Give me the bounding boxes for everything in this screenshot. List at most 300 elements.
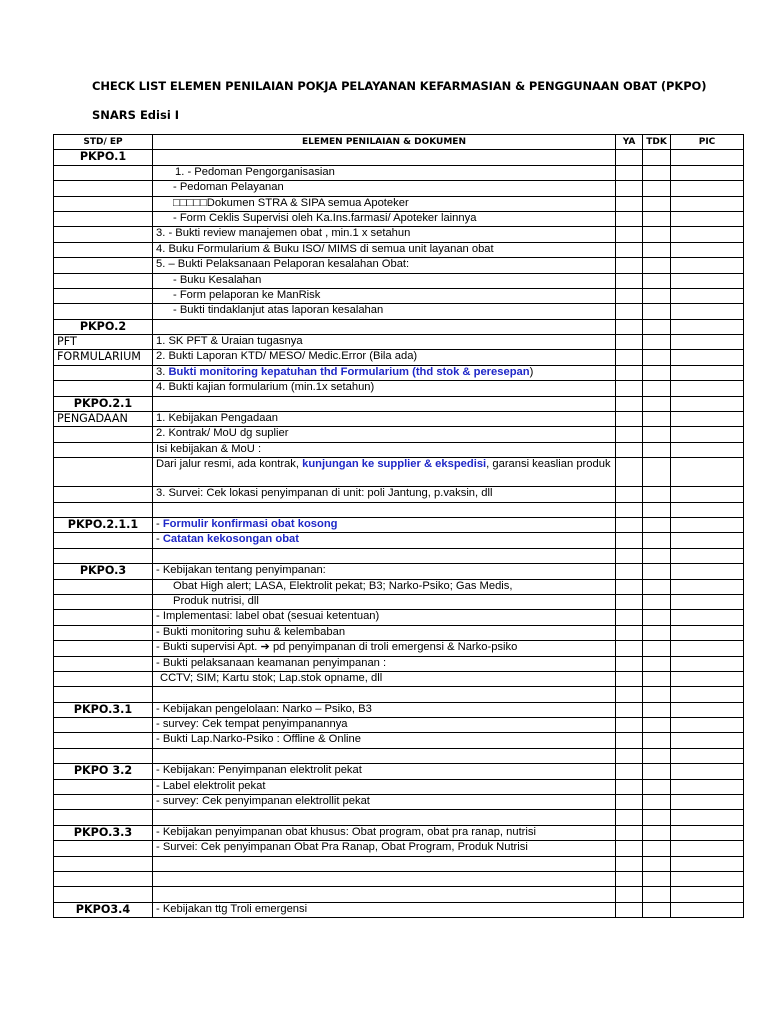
tdk-cell [643,427,671,442]
pic-cell [671,150,744,165]
table-row [54,288,744,303]
std-cell [54,458,153,487]
pic-cell [671,458,744,487]
ya-cell [616,365,643,380]
element-cell: Obat High alert; LASA, Elektrolit pekat; B3; Narko-Psiko; Gas Medis, [153,579,616,594]
pic-cell [671,304,744,319]
tdk-cell [643,548,671,563]
element-cell: 3. Survei: Cek lokasi penyimpanan di unit: poli Jantung, p.vaksin, dll [153,487,616,502]
table-row [54,748,744,763]
std-cell [54,718,153,733]
ya-cell [616,548,643,563]
std-cell [54,733,153,748]
ya-cell [616,458,643,487]
pic-cell [671,442,744,457]
pic-cell [671,841,744,856]
pic-cell [671,656,744,671]
table-row [54,181,744,196]
tdk-cell [643,181,671,196]
column-header-pic: PIC [671,135,744,150]
std-cell: PKPO.2.1.1 [54,517,153,532]
element-cell: - Kebijakan: Penyimpanan elektrolit pekat [153,764,616,779]
ya-cell [616,671,643,686]
document-title: CHECK LIST ELEMEN PENILAIAN POKJA PELAYANAN KEFARMASIAN & PENGGUNAAN OBAT (PKPO) [92,79,707,93]
element-cell: - Kebijakan tentang penyimpanan: [153,564,616,579]
tdk-cell [643,671,671,686]
pic-cell [671,273,744,288]
ya-cell [616,779,643,794]
std-cell [54,273,153,288]
tdk-cell [643,412,671,427]
table-row [54,687,744,702]
std-cell: PKPO.3.3 [54,825,153,840]
element-cell: Isi kebijakan & MoU : [153,442,616,457]
ya-cell [616,579,643,594]
tdk-cell [643,396,671,411]
pic-cell [671,579,744,594]
table-row [54,273,744,288]
element-cell: - Kebijakan penyimpanan obat khusus: Obat program, obat pra ranap, nutrisi [153,825,616,840]
element-cell: - Kebijakan ttg Troli emergensi [153,902,616,917]
element-text-prefix: - [156,533,163,546]
table-row [54,335,744,350]
tdk-cell [643,579,671,594]
ya-cell [616,533,643,548]
pic-cell [671,227,744,242]
table-row [54,641,744,656]
std-cell [54,365,153,380]
ya-cell [616,687,643,702]
std-cell: PKPO.3.1 [54,702,153,717]
std-cell [54,856,153,871]
table-row [54,871,744,886]
table-row [54,304,744,319]
tdk-cell [643,458,671,487]
std-cell [54,610,153,625]
tdk-cell [643,487,671,502]
element-cell: - Bukti pelaksanaan keamanan penyimpanan : [153,656,616,671]
pic-cell [671,779,744,794]
pic-cell [671,795,744,810]
element-cell: Produk nutrisi, dll [153,594,616,609]
element-cell [153,548,616,563]
element-text-prefix: Dari jalur resmi, ada kontrak, [156,458,303,471]
std-cell [54,165,153,180]
pic-cell [671,288,744,303]
pic-cell [671,335,744,350]
table-row [54,671,744,686]
std-cell [54,841,153,856]
element-cell: 5. – Bukti Pelaksanaan Pelaporan kesalahan Obat: [153,258,616,273]
table-row [54,579,744,594]
tdk-cell [643,841,671,856]
pic-cell [671,350,744,365]
tdk-cell [643,350,671,365]
ya-cell [616,564,643,579]
element-cell: - Buku Kesalahan [153,273,616,288]
std-cell: PFT [54,335,153,350]
element-cell: 2. Bukti Laporan KTD/ MESO/ Medic.Error (Bila ada) [153,350,616,365]
std-cell [54,810,153,825]
tdk-cell [643,887,671,902]
table-row [54,825,744,840]
std-cell: PKPO.1 [54,150,153,165]
std-cell [54,779,153,794]
pic-cell [671,871,744,886]
table-row [54,533,744,548]
ya-cell [616,502,643,517]
element-text-highlight: Catatan kekosongan obat [162,533,299,546]
element-cell: - Survei: Cek penyimpanan Obat Pra Ranap, Obat Program, Produk Nutrisi [153,841,616,856]
std-cell [54,502,153,517]
element-cell [153,856,616,871]
table-row [54,319,744,334]
std-cell [54,211,153,226]
tdk-cell [643,442,671,457]
pic-cell [671,610,744,625]
checklist-table [53,134,744,918]
std-cell [54,427,153,442]
std-cell [54,304,153,319]
table-row [54,795,744,810]
table-row [54,442,744,457]
element-cell: 1. SK PFT & Uraian tugasnya [153,335,616,350]
pic-cell [671,856,744,871]
std-cell [54,687,153,702]
tdk-cell [643,718,671,733]
std-cell [54,748,153,763]
ya-cell [616,594,643,609]
element-cell: - Bukti monitoring suhu & kelembaban [153,625,616,640]
ya-cell [616,319,643,334]
table-row [54,764,744,779]
tdk-cell [643,856,671,871]
std-cell [54,487,153,502]
ya-cell [616,304,643,319]
tdk-cell [643,335,671,350]
element-cell [153,502,616,517]
std-cell [54,548,153,563]
tdk-cell [643,273,671,288]
tdk-cell [643,764,671,779]
element-text-prefix: 3. [156,365,169,378]
tdk-cell [643,902,671,917]
ya-cell [616,412,643,427]
element-cell [153,810,616,825]
element-cell: - Kebijakan pengelolaan: Narko – Psiko, B3 [153,702,616,717]
pic-cell [671,412,744,427]
pic-cell [671,810,744,825]
element-cell: - survey: Cek penyimpanan elektrollit pekat [153,795,616,810]
table-row [54,887,744,902]
element-text-prefix: - [156,517,163,530]
tdk-cell [643,165,671,180]
pic-cell [671,825,744,840]
ya-cell [616,718,643,733]
tdk-cell [643,594,671,609]
std-cell: PKPO 3.2 [54,764,153,779]
table-row [54,564,744,579]
table-row [54,458,744,487]
std-cell [54,656,153,671]
pic-cell [671,427,744,442]
ya-cell [616,641,643,656]
table-row [54,718,744,733]
table-row [54,517,744,532]
element-text-highlight: Formulir konfirmasi obat kosong [162,517,338,530]
column-header-ya: YA [616,135,643,150]
ya-cell [616,427,643,442]
tdk-cell [643,641,671,656]
document-subtitle: SNARS Edisi I [92,108,180,122]
std-cell [54,242,153,257]
std-cell [54,181,153,196]
pic-cell [671,517,744,532]
element-cell: - Form Ceklis Supervisi oleh Ka.Ins.farmasi/ Apoteker lainnya [153,211,616,226]
ya-cell [616,887,643,902]
ya-cell [616,517,643,532]
element-cell [153,458,616,487]
tdk-cell [643,196,671,211]
tdk-cell [643,625,671,640]
table-row [54,810,744,825]
std-cell: PKPO.2 [54,319,153,334]
pic-cell [671,165,744,180]
pic-cell [671,594,744,609]
ya-cell [616,702,643,717]
table-row [54,548,744,563]
pic-cell [671,533,744,548]
element-text-suffix: , garansi keaslian produk [486,458,611,471]
table-row [54,856,744,871]
tdk-cell [643,810,671,825]
tdk-cell [643,365,671,380]
ya-cell [616,196,643,211]
ya-cell [616,242,643,257]
table-row [54,610,744,625]
ya-cell [616,487,643,502]
pic-cell [671,242,744,257]
element-cell [153,365,616,380]
table-row [54,625,744,640]
table-row [54,211,744,226]
element-cell: 3. - Bukti review manajemen obat , min.1 x setahun [153,227,616,242]
pic-cell [671,902,744,917]
tdk-cell [643,319,671,334]
element-cell: - Bukti tindaklanjut atas laporan kesalahan [153,304,616,319]
element-cell [153,748,616,763]
table-row [54,487,744,502]
table-row [54,594,744,609]
element-cell [153,871,616,886]
element-cell [153,533,616,548]
pic-cell [671,381,744,396]
std-cell [54,288,153,303]
std-cell: PKPO3.4 [54,902,153,917]
tdk-cell [643,656,671,671]
pic-cell [671,764,744,779]
ya-cell [616,381,643,396]
std-cell [54,671,153,686]
table-row [54,779,744,794]
table-row [54,381,744,396]
ya-cell [616,795,643,810]
table-row [54,841,744,856]
ya-cell [616,150,643,165]
element-cell: - Bukti supervisi Apt. ➔ pd penyimpanan di troli emergensi & Narko-psiko [153,641,616,656]
table-row [54,365,744,380]
pic-cell [671,641,744,656]
column-header-tdk: TDK [643,135,671,150]
element-text-suffix: ) [529,365,534,378]
std-cell [54,258,153,273]
element-cell: - Bukti Lap.Narko-Psiko : Offline & Online [153,733,616,748]
pic-cell [671,258,744,273]
element-text-highlight: Bukti monitoring kepatuhan thd Formularium (thd stok & peresepan [168,365,530,378]
table-row [54,350,744,365]
tdk-cell [643,533,671,548]
ya-cell [616,656,643,671]
ya-cell [616,288,643,303]
ya-cell [616,610,643,625]
tdk-cell [643,227,671,242]
std-cell [54,871,153,886]
element-cell: CCTV; SIM; Kartu stok; Lap.stok opname, dll [153,671,616,686]
tdk-cell [643,381,671,396]
pic-cell [671,887,744,902]
ya-cell [616,335,643,350]
pic-cell [671,548,744,563]
element-cell: 4. Buku Formularium & Buku ISO/ MIMS di semua unit layanan obat [153,242,616,257]
element-cell [153,319,616,334]
ya-cell [616,810,643,825]
std-cell: PKPO.2.1 [54,396,153,411]
tdk-cell [643,702,671,717]
ya-cell [616,258,643,273]
table-row [54,150,744,165]
element-cell: - Label elektrolit pekat [153,779,616,794]
element-cell: - survey: Cek tempat penyimpanannya [153,718,616,733]
table-row [54,196,744,211]
tdk-cell [643,242,671,257]
table-row [54,396,744,411]
table-row [54,242,744,257]
ya-cell [616,625,643,640]
element-cell: - Implementasi: label obat (sesuai ketentuan) [153,610,616,625]
tdk-cell [643,211,671,226]
ya-cell [616,181,643,196]
ya-cell [616,396,643,411]
std-cell [54,533,153,548]
element-cell: 2. Kontrak/ MoU dg suplier [153,427,616,442]
ya-cell [616,841,643,856]
std-cell [54,381,153,396]
pic-cell [671,687,744,702]
std-cell: PKPO.3 [54,564,153,579]
pic-cell [671,671,744,686]
pic-cell [671,502,744,517]
std-cell [54,594,153,609]
element-cell: 1. Kebijakan Pengadaan [153,412,616,427]
element-cell [153,396,616,411]
ya-cell [616,748,643,763]
ya-cell [616,165,643,180]
pic-cell [671,625,744,640]
element-cell [153,687,616,702]
table-row [54,427,744,442]
tdk-cell [643,687,671,702]
table-row [54,902,744,917]
table-row [54,258,744,273]
std-cell [54,641,153,656]
std-cell [54,795,153,810]
tdk-cell [643,825,671,840]
std-cell [54,442,153,457]
pic-cell [671,748,744,763]
std-cell [54,196,153,211]
pic-cell [671,718,744,733]
ya-cell [616,856,643,871]
pic-cell [671,702,744,717]
tdk-cell [643,871,671,886]
table-row [54,165,744,180]
std-cell [54,579,153,594]
table-row [54,227,744,242]
tdk-cell [643,502,671,517]
table-row [54,656,744,671]
element-cell: 1. - Pedoman Pengorganisasian [153,165,616,180]
pic-cell [671,564,744,579]
element-text-highlight: kunjungan ke supplier & ekspedisi [302,458,487,471]
pic-cell [671,211,744,226]
std-cell: PENGADAAN [54,412,153,427]
ya-cell [616,273,643,288]
ya-cell [616,227,643,242]
tdk-cell [643,610,671,625]
table-row [54,733,744,748]
ya-cell [616,442,643,457]
ya-cell [616,871,643,886]
element-cell: - Pedoman Pelayanan [153,181,616,196]
std-cell [54,227,153,242]
pic-cell [671,487,744,502]
element-cell [153,150,616,165]
element-cell [153,517,616,532]
table-row [54,702,744,717]
pic-cell [671,319,744,334]
element-cell [153,887,616,902]
table-row [54,412,744,427]
std-cell [54,625,153,640]
tdk-cell [643,258,671,273]
pic-cell [671,396,744,411]
column-header-elemen: ELEMEN PENILAIAN & DOKUMEN [153,135,616,150]
pic-cell [671,196,744,211]
ya-cell [616,350,643,365]
ya-cell [616,902,643,917]
tdk-cell [643,748,671,763]
element-cell: □□□□□Dokumen STRA & SIPA semua Apoteker [153,196,616,211]
tdk-cell [643,288,671,303]
ya-cell [616,211,643,226]
tdk-cell [643,304,671,319]
ya-cell [616,733,643,748]
std-cell [54,887,153,902]
ya-cell [616,764,643,779]
tdk-cell [643,564,671,579]
std-cell: FORMULARIUM [54,350,153,365]
tdk-cell [643,779,671,794]
